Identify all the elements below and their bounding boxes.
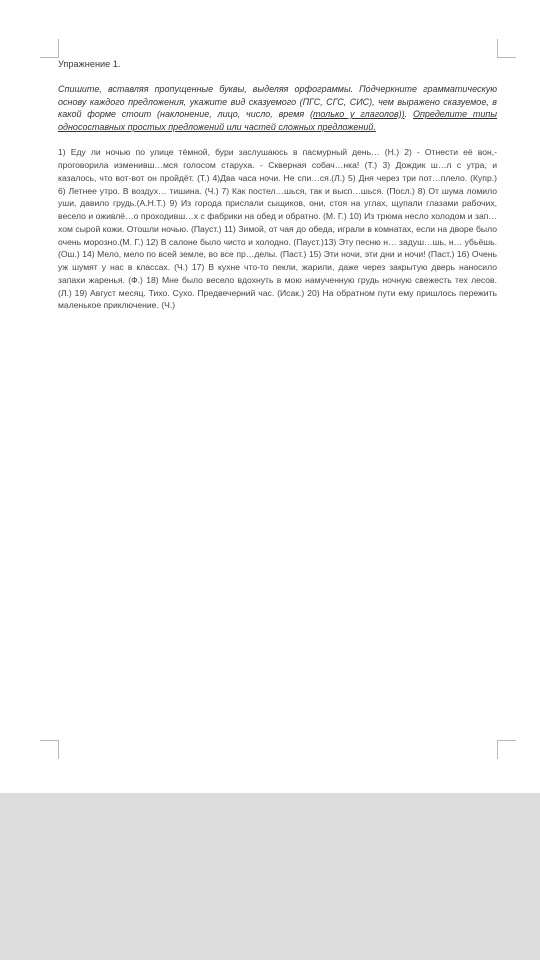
page-corner-mark-top-right <box>497 39 516 58</box>
exercise-task <box>58 83 497 133</box>
task-underlined-instruction: Определите типы односоставных простых предложений или частей сложных предложений. <box>58 109 497 132</box>
page-content <box>58 58 497 312</box>
exercise-sentences: 1) Еду ли ночью по улице тёмной, бури заслушаюсь в пасмурный день… (Н.) 2) - Отнести её вон,- проговорила изменивш…мся голосом старуха. - Скверная собач…нка! (Т.) 3) Дождик ш…л с утра, и казалось, что вот-вот он пройдёт. (Т.) 4)Два часа ночи. Не спи…ся.(Л.) 5) Дня через три пот…плело. (Купр.) 6) Летнее утро. В воздух… тишина. (Ч.) 7) Как постел…шься, так и высп…шься. (Посл.) 8) От шума ломило уши, давило грудь.(А.Н.Т.) 9) Из города прислали сыщиков, они, стоя на углах, щупали глазами рабочих, весело и оживлё…о проходивш…х с фабрики на обед и обратно. (М. Г.) 10) Из трюма несло холодом и зап…хом сырой кожи. Отошли ночью. (Пауст.) 11) Зимой, от чая до обеда, играли в комнатах, если на дворе было очень морозно.(М. Г.) 12) В салоне было чисто и холодно. (Пауст.)13) Эту песню н… задуш…шь, н… убьёшь. (Ош.) 14) Мело, мело по всей земле, во все пр…делы. (Паст.) 15) Эти ночи, эти дни и ночи! (Паст.) 16) Очень уж шумят у нас в классах. (Ч.) 17) В кухне что-то пекли, жарили, даже через закрытую дверь наносило запахи жаренья. (Ф.) 18) Мне было весело вдохнуть в мою намученную грудь ночную свежесть тех лесов. (Л.) 19) Август месяц. Тихо. Сухо. Предвечерний час. (Исак.) 20) На обратном пути ему пришлось пережить маленькое приключение. (Ч.) <box>58 147 497 311</box>
task-separator: . <box>404 109 413 120</box>
exercise-title: Упражнение 1. <box>58 59 121 69</box>
page-corner-mark-top-left <box>40 39 59 58</box>
task-underlined-note: (только у глаголов)) <box>309 109 405 120</box>
task-text: Спишите, вставляя пропущенные буквы, выделяя орфограммы. Подчеркните грамматическую основу каждого предложения, укажите вид сказуемого (ПГС, СГС, СИС), чем выражено сказуемое, в какой форме стоит (наклонение, лицо, число, время <box>58 84 497 120</box>
viewer-background <box>0 793 540 960</box>
page-corner-mark-bottom-left <box>40 740 59 759</box>
page-corner-mark-bottom-right <box>497 740 516 759</box>
